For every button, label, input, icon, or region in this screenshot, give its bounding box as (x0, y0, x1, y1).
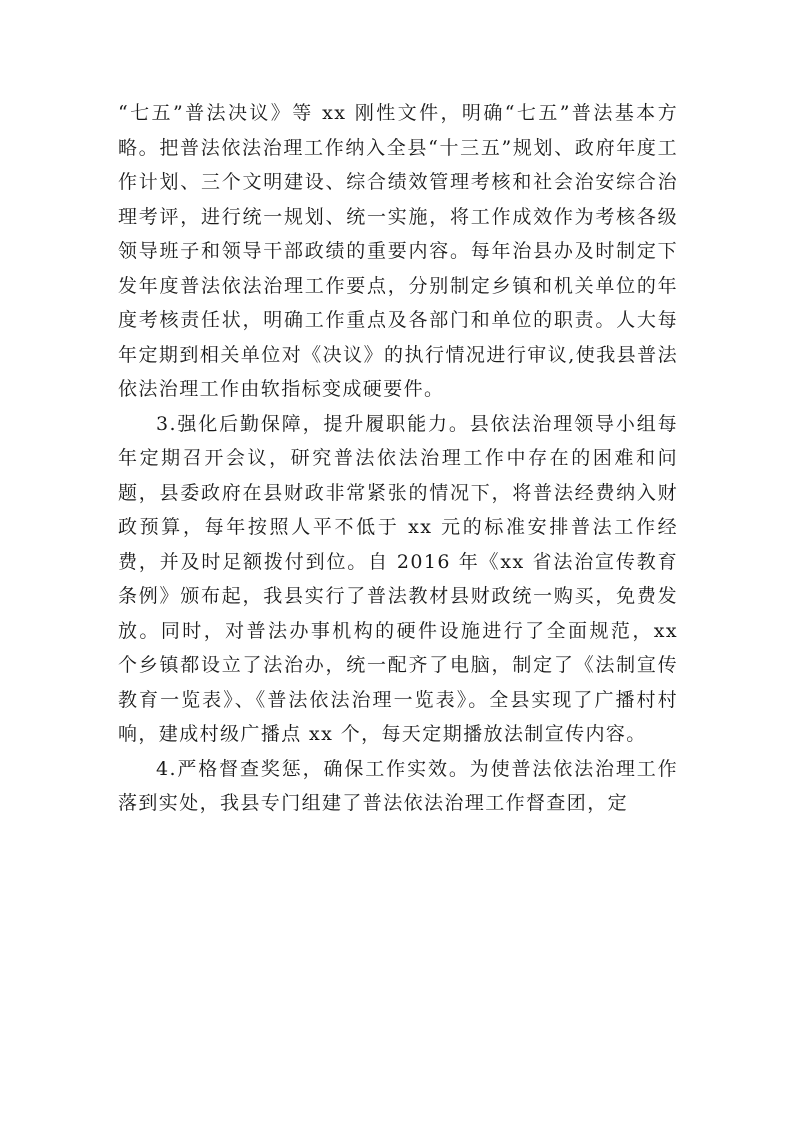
paragraph-2: 3.强化后勤保障，提升履职能力。县依法治理领导小组每年定期召开会议，研究普法依法治理工作中存在的困难和问题，县委政府在县财政非常紧张的情况下，将普法经费纳入财政预算，每年按照人平不低于 xx 元的标准安排普法工作经费，并及时足额拨付到位。自 2016 年《xx 省法治宣传教育条例》颁布起，我县实行了普法教材县财政统一购买，免费发放。同时，对普法办事机构的硬件设施进行了全面规范，xx 个乡镇都设立了法治办，统一配齐了电脑，制定了《法制宣传教育一览表》、《普法依法治理一览表》。全县实现了广播村村响，建成村级广播点 xx 个，每天定期播放法制宣传内容。 (118, 412, 678, 745)
paragraph-3: 4.严格督查奖惩，确保工作实效。为使普法依法治理工作落到实处，我县专门组建了普法依法治理工作督查团，定 (118, 757, 678, 814)
paragraph-1: “七五”普法决议》等 xx 刚性文件，明确“七五”普法基本方略。把普法依法治理工作纳入全县“十三五”规划、政府年度工作计划、三个文明建设、综合绩效管理考核和社会治安综合治理考评，进行统一规划、统一实施，将工作成效作为考核各级领导班子和领导干部政绩的重要内容。每年治县办及时制定下发年度普法依法治理工作要点，分别制定乡镇和机关单位的年度考核责任状，明确工作重点及各部门和单位的职责。人大每年定期到相关单位对《决议》的执行情况进行审议,使我县普法依法治理工作由软指标变成硬要件。 (118, 102, 678, 400)
document-body (118, 96, 678, 821)
